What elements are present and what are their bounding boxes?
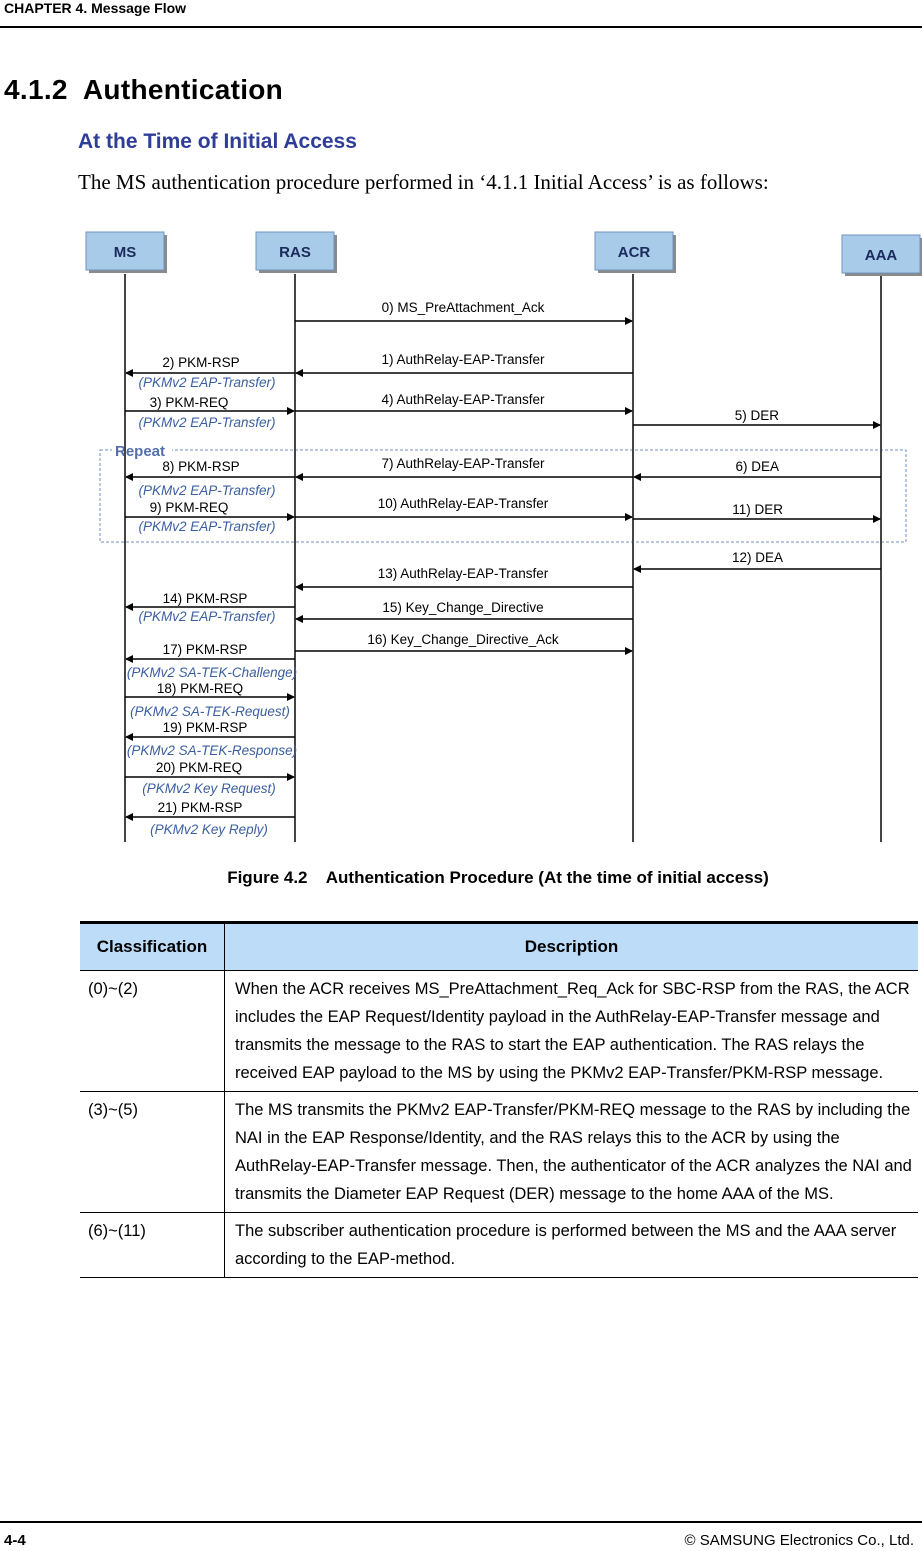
msg-label-5: 5) DER xyxy=(734,408,779,423)
msg-label-4: 4) AuthRelay-EAP-Transfer xyxy=(381,392,545,407)
msg-label-0: 0) MS_PreAttachment_Ack xyxy=(381,300,545,315)
msg-label-6: 6) DEA xyxy=(735,459,779,474)
msg-label-2: 2) PKM-RSP xyxy=(162,355,240,370)
msg-label-1: 1) AuthRelay-EAP-Transfer xyxy=(381,352,545,367)
msg-label-7: 7) AuthRelay-EAP-Transfer xyxy=(381,456,545,471)
msg-label-17: 17) PKM-RSP xyxy=(162,642,248,657)
row-classification: (3)~(5) xyxy=(80,1092,225,1213)
msg-label-11: 11) DER xyxy=(732,502,783,517)
msg-label-16: 16) Key_Change_Directive_Ack xyxy=(367,632,559,647)
note-9: (PKMv2 EAP-Transfer) xyxy=(138,519,276,534)
header-description: Description xyxy=(225,923,919,971)
table-header-row xyxy=(80,923,918,971)
msg-label-14: 14) PKM-RSP xyxy=(162,591,248,606)
note-8: (PKMv2 EAP-Transfer) xyxy=(138,483,276,498)
row-description: The subscriber authentication procedure is performed between the MS and the AAA server according to the EAP-method. xyxy=(225,1213,919,1278)
row-description: When the ACR receives MS_PreAttachment_Req_Ack for SBC-RSP from the RAS, the ACR includes the EAP Request/Identity payload in the AuthRelay-EAP-Transfer message and transmits the message to the RAS to start the EAP authentication. The RAS relays the received EAP payload to the MS by using the PKMv2 EAP-Transfer/PKM-RSP message. xyxy=(225,971,919,1092)
note-20: (PKMv2 Key Request) xyxy=(142,781,276,796)
description-table xyxy=(80,921,918,1278)
msg-label-20: 20) PKM-REQ xyxy=(155,760,243,775)
header-divider xyxy=(0,26,922,28)
subsection-title: At the Time of Initial Access xyxy=(78,130,357,153)
msg-label-18: 18) PKM-REQ xyxy=(156,681,244,696)
sequence-diagram xyxy=(0,222,922,852)
figure-caption: Figure 4.2 Authentication Procedure (At the time of initial access) xyxy=(227,868,769,887)
msg-label-13: 13) AuthRelay-EAP-Transfer xyxy=(377,566,549,581)
entity-ms-label: MS xyxy=(113,244,137,261)
msg-label-10: 10) AuthRelay-EAP-Transfer xyxy=(377,496,549,511)
msg-label-9: 9) PKM-REQ xyxy=(149,500,229,515)
row-description: The MS transmits the PKMv2 EAP-Transfer/PKM-REQ message to the RAS by including the NAI in the EAP Response/Identity, and the RAS relays this to the ACR by using the AuthRelay-EAP-Transfer message. Then, the authenticator of the ACR analyzes the NAI and transmits the Diameter EAP Request (DER) message to the home AAA of the MS. xyxy=(225,1092,919,1213)
note-18: (PKMv2 SA-TEK-Request) xyxy=(130,704,290,719)
note-17: (PKMv2 SA-TEK-Challenge) xyxy=(126,665,298,680)
note-21: (PKMv2 Key Reply) xyxy=(150,822,268,837)
copyright: © SAMSUNG Electronics Co., Ltd. xyxy=(684,1532,914,1549)
entity-aaa xyxy=(842,235,922,276)
intro-paragraph: The MS authentication procedure performed in ‘4.1.1 Initial Access’ is as follows: xyxy=(78,170,769,194)
table-row xyxy=(80,1092,918,1213)
msg-label-21: 21) PKM-RSP xyxy=(157,800,243,815)
entity-ras-label: RAS xyxy=(279,244,311,261)
footer-divider xyxy=(0,1521,922,1523)
entity-ras xyxy=(256,232,337,273)
entity-aaa-label: AAA xyxy=(864,247,898,264)
msg-label-3: 3) PKM-REQ xyxy=(149,395,229,410)
note-14: (PKMv2 EAP-Transfer) xyxy=(138,609,276,624)
row-classification: (6)~(11) xyxy=(80,1213,225,1278)
header-classification: Classification xyxy=(80,923,225,971)
row-classification: (0)~(2) xyxy=(80,971,225,1092)
msg-label-8: 8) PKM-RSP xyxy=(162,459,240,474)
chapter-header: CHAPTER 4. Message Flow xyxy=(4,0,187,16)
entity-acr xyxy=(595,232,676,273)
table-row xyxy=(80,1213,918,1278)
section-title: 4.1.2 Authentication xyxy=(4,74,284,105)
note-2: (PKMv2 EAP-Transfer) xyxy=(138,375,276,390)
entity-ms xyxy=(86,232,167,273)
note-3: (PKMv2 EAP-Transfer) xyxy=(138,415,276,430)
entity-acr-label: ACR xyxy=(617,244,651,261)
msg-label-19: 19) PKM-RSP xyxy=(162,720,248,735)
page-number: 4-4 xyxy=(4,1532,26,1549)
table-row xyxy=(80,971,918,1092)
msg-label-15: 15) Key_Change_Directive xyxy=(382,600,544,615)
msg-label-12: 12) DEA xyxy=(731,550,783,565)
note-19: (PKMv2 SA-TEK-Response) xyxy=(126,743,298,758)
repeat-label: Repeat xyxy=(115,443,166,460)
